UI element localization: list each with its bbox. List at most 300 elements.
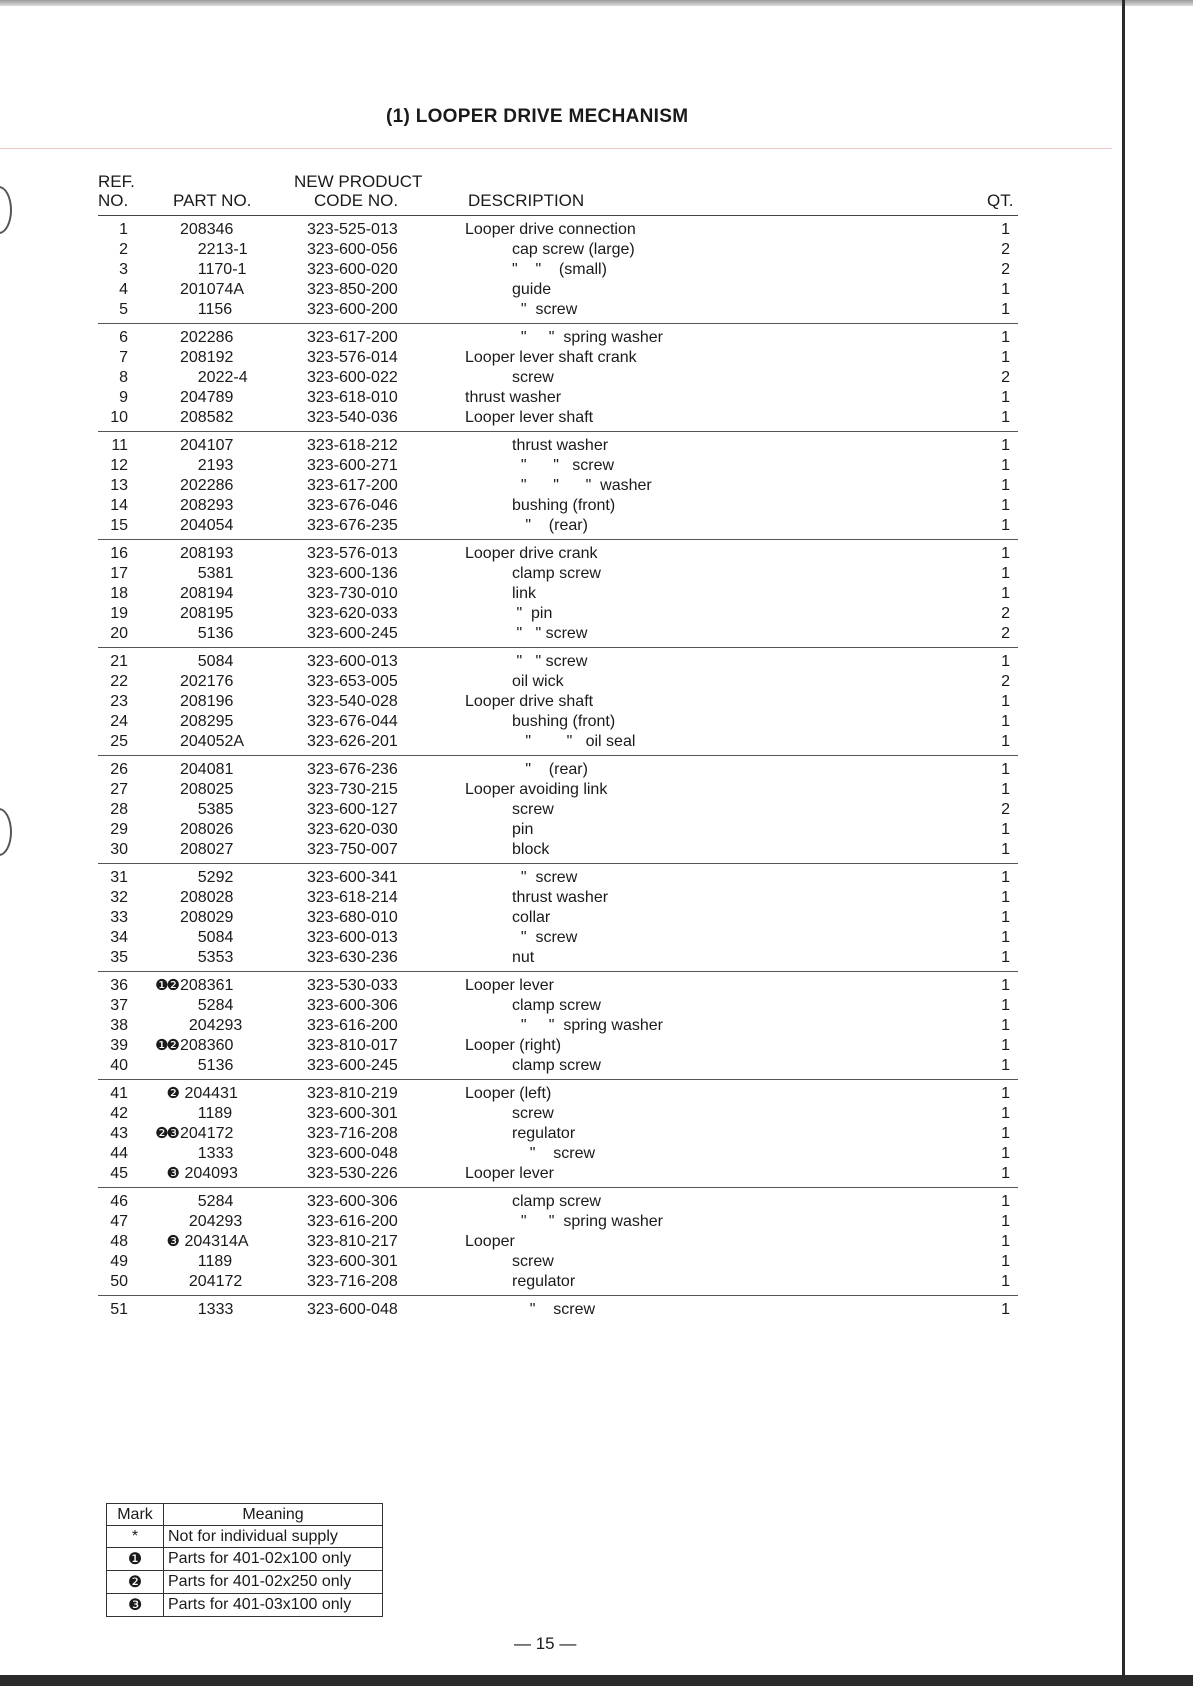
qty-cell: 2 bbox=[1001, 369, 1010, 386]
group-divider bbox=[0, 644, 1193, 652]
part-no-cell: 2022-4 bbox=[180, 369, 248, 386]
legend-meaning: Parts for 401-02x250 only bbox=[164, 1571, 383, 1594]
code-no-cell: 323-600-271 bbox=[307, 457, 398, 474]
description-cell: Looper avoiding link bbox=[465, 781, 608, 798]
part-no-cell: 5284 bbox=[180, 1193, 234, 1210]
table-row bbox=[0, 840, 1193, 860]
code-no-cell: 323-810-017 bbox=[307, 1037, 398, 1054]
ref-cell: 38 bbox=[110, 1017, 128, 1034]
ref-cell: 7 bbox=[119, 349, 128, 366]
code-no-cell: 323-716-208 bbox=[307, 1273, 398, 1290]
group-divider bbox=[0, 536, 1193, 544]
ref-cell: 48 bbox=[110, 1233, 128, 1250]
code-no-cell: 323-600-048 bbox=[307, 1145, 398, 1162]
qty-cell: 1 bbox=[1001, 1301, 1010, 1318]
ref-cell: 28 bbox=[110, 801, 128, 818]
description-cell: " " (small) bbox=[512, 261, 607, 278]
description-cell: " " spring washer bbox=[512, 1017, 663, 1034]
code-no-cell: 323-576-013 bbox=[307, 545, 398, 562]
header-part-no: PART NO. bbox=[173, 191, 252, 210]
description-cell: " " spring washer bbox=[512, 329, 663, 346]
legend-header-mark: Mark bbox=[107, 1504, 164, 1526]
part-no-cell: 5084 bbox=[180, 653, 234, 670]
qty-cell: 1 bbox=[1001, 437, 1010, 454]
ref-cell: 40 bbox=[110, 1057, 128, 1074]
parts-table bbox=[0, 220, 1193, 1320]
part-no-cell: 208194 bbox=[180, 585, 234, 602]
description-cell: " screw bbox=[512, 1145, 596, 1162]
qty-cell: 2 bbox=[1001, 625, 1010, 642]
code-no-cell: 323-626-201 bbox=[307, 733, 398, 750]
part-no-cell: 208028 bbox=[180, 889, 234, 906]
part-no-cell: 204054 bbox=[180, 517, 234, 534]
description-cell: " " " washer bbox=[512, 477, 652, 494]
description-cell: screw bbox=[512, 801, 554, 818]
table-row bbox=[0, 780, 1193, 800]
qty-cell: 1 bbox=[1001, 997, 1010, 1014]
table-row bbox=[0, 908, 1193, 928]
qty-cell: 1 bbox=[1001, 733, 1010, 750]
part-no-cell: 1333 bbox=[180, 1301, 234, 1318]
code-no-cell: 323-630-236 bbox=[307, 949, 398, 966]
part-no-cell: 204431 bbox=[180, 1085, 238, 1102]
ref-cell: 24 bbox=[110, 713, 128, 730]
table-row bbox=[0, 976, 1193, 996]
ref-cell: 50 bbox=[110, 1273, 128, 1290]
table-row bbox=[0, 888, 1193, 908]
description-cell: clamp screw bbox=[512, 1193, 601, 1210]
header-qty: QT. bbox=[987, 191, 1014, 210]
part-no-cell: 5385 bbox=[180, 801, 234, 818]
code-no-cell: 323-730-010 bbox=[307, 585, 398, 602]
table-row bbox=[0, 260, 1193, 280]
mark-cell: ❸ bbox=[166, 1233, 178, 1250]
group-divider bbox=[0, 1076, 1193, 1084]
qty-cell: 1 bbox=[1001, 1017, 1010, 1034]
table-row bbox=[0, 388, 1193, 408]
code-no-cell: 323-617-200 bbox=[307, 477, 398, 494]
qty-cell: 1 bbox=[1001, 517, 1010, 534]
part-no-cell: 204314A bbox=[180, 1233, 249, 1250]
table-row bbox=[0, 1104, 1193, 1124]
ref-cell: 9 bbox=[119, 389, 128, 406]
header-code-line1: NEW PRODUCT bbox=[294, 172, 423, 191]
scan-red-line bbox=[0, 148, 1112, 149]
qty-cell: 1 bbox=[1001, 497, 1010, 514]
code-no-cell: 323-530-226 bbox=[307, 1165, 398, 1182]
part-no-cell: 2193 bbox=[180, 457, 234, 474]
description-cell: " " screw bbox=[512, 625, 588, 642]
qty-cell: 2 bbox=[1001, 261, 1010, 278]
qty-cell: 1 bbox=[1001, 1145, 1010, 1162]
description-cell: thrust washer bbox=[512, 889, 609, 906]
page-title: (1) LOOPER DRIVE MECHANISM bbox=[386, 106, 689, 127]
code-no-cell: 323-676-046 bbox=[307, 497, 398, 514]
qty-cell: 2 bbox=[1001, 241, 1010, 258]
qty-cell: 1 bbox=[1001, 457, 1010, 474]
table-row bbox=[0, 496, 1193, 516]
part-no-cell: 202286 bbox=[180, 477, 234, 494]
qty-cell: 1 bbox=[1001, 1193, 1010, 1210]
legend-header-meaning: Meaning bbox=[164, 1504, 383, 1526]
part-no-cell: 5353 bbox=[180, 949, 234, 966]
part-no-cell: 5292 bbox=[180, 869, 234, 886]
part-no-cell: 208025 bbox=[180, 781, 234, 798]
table-row bbox=[0, 1192, 1193, 1212]
code-no-cell: 323-676-236 bbox=[307, 761, 398, 778]
qty-cell: 1 bbox=[1001, 1037, 1010, 1054]
code-no-cell: 323-600-245 bbox=[307, 1057, 398, 1074]
qty-cell: 1 bbox=[1001, 841, 1010, 858]
code-no-cell: 323-750-007 bbox=[307, 841, 398, 858]
part-no-cell: 204052A bbox=[180, 733, 245, 750]
code-no-cell: 323-618-214 bbox=[307, 889, 398, 906]
code-no-cell: 323-680-010 bbox=[307, 909, 398, 926]
ref-cell: 1 bbox=[119, 221, 128, 238]
table-row bbox=[0, 928, 1193, 948]
code-no-cell: 323-616-200 bbox=[307, 1017, 398, 1034]
mark-cell: ❷ bbox=[166, 1085, 178, 1102]
description-cell: regulator bbox=[512, 1273, 576, 1290]
code-no-cell: 323-525-013 bbox=[307, 221, 398, 238]
table-row bbox=[0, 948, 1193, 968]
legend-table bbox=[106, 1503, 383, 1617]
legend-row bbox=[107, 1548, 383, 1571]
qty-cell: 1 bbox=[1001, 221, 1010, 238]
code-no-cell: 323-618-010 bbox=[307, 389, 398, 406]
scan-top-edge bbox=[0, 0, 1193, 6]
description-cell: Looper drive connection bbox=[465, 221, 636, 238]
description-cell: " screw bbox=[512, 929, 578, 946]
description-cell: Looper lever shaft crank bbox=[465, 349, 637, 366]
ref-cell: 11 bbox=[111, 437, 128, 454]
qty-cell: 1 bbox=[1001, 869, 1010, 886]
legend-row bbox=[107, 1571, 383, 1594]
table-row bbox=[0, 1016, 1193, 1036]
description-cell: pin bbox=[512, 821, 534, 838]
part-no-cell: 5084 bbox=[180, 929, 234, 946]
part-no-cell: 5136 bbox=[180, 1057, 234, 1074]
code-no-cell: 323-600-022 bbox=[307, 369, 398, 386]
description-cell: regulator bbox=[512, 1125, 576, 1142]
code-no-cell: 323-540-036 bbox=[307, 409, 398, 426]
description-cell: " " screw bbox=[512, 653, 588, 670]
table-row bbox=[0, 1212, 1193, 1232]
part-no-cell: 204789 bbox=[180, 389, 234, 406]
code-no-cell: 323-653-005 bbox=[307, 673, 398, 690]
table-row bbox=[0, 1252, 1193, 1272]
code-no-cell: 323-716-208 bbox=[307, 1125, 398, 1142]
description-cell: bushing (front) bbox=[512, 497, 616, 514]
qty-cell: 1 bbox=[1001, 713, 1010, 730]
table-row bbox=[0, 624, 1193, 644]
description-cell: Looper (left) bbox=[465, 1085, 552, 1102]
ref-cell: 25 bbox=[110, 733, 128, 750]
qty-cell: 1 bbox=[1001, 349, 1010, 366]
table-row bbox=[0, 712, 1193, 732]
ref-cell: 46 bbox=[110, 1193, 128, 1210]
code-no-cell: 323-676-235 bbox=[307, 517, 398, 534]
legend-meaning: Parts for 401-02x100 only bbox=[164, 1548, 383, 1571]
qty-cell: 1 bbox=[1001, 1253, 1010, 1270]
part-no-cell: 201074A bbox=[180, 281, 245, 298]
mark-cell: ❶❷ bbox=[155, 977, 178, 994]
ref-cell: 30 bbox=[110, 841, 128, 858]
ref-cell: 47 bbox=[110, 1213, 128, 1230]
ref-cell: 18 bbox=[110, 585, 128, 602]
mark-cell: ❷❸ bbox=[155, 1125, 178, 1142]
description-cell: screw bbox=[512, 1253, 554, 1270]
code-no-cell: 323-600-020 bbox=[307, 261, 398, 278]
ref-cell: 6 bbox=[119, 329, 128, 346]
code-no-cell: 323-600-306 bbox=[307, 1193, 398, 1210]
legend-mark: ❷ bbox=[107, 1571, 164, 1594]
group-divider bbox=[0, 860, 1193, 868]
qty-cell: 1 bbox=[1001, 389, 1010, 406]
code-no-cell: 323-600-136 bbox=[307, 565, 398, 582]
ref-cell: 43 bbox=[110, 1125, 128, 1142]
table-row bbox=[0, 800, 1193, 820]
qty-cell: 1 bbox=[1001, 821, 1010, 838]
table-row bbox=[0, 1084, 1193, 1104]
part-no-cell: 204093 bbox=[180, 1165, 238, 1182]
description-cell: thrust washer bbox=[465, 389, 562, 406]
qty-cell: 1 bbox=[1001, 977, 1010, 994]
ref-cell: 5 bbox=[119, 301, 128, 318]
ref-cell: 37 bbox=[110, 997, 128, 1014]
part-no-cell: 1333 bbox=[180, 1145, 234, 1162]
description-cell: " " spring washer bbox=[512, 1213, 663, 1230]
description-cell: Looper lever bbox=[465, 1165, 554, 1182]
table-row bbox=[0, 1300, 1193, 1320]
table-row bbox=[0, 348, 1193, 368]
qty-cell: 1 bbox=[1001, 329, 1010, 346]
ref-cell: 15 bbox=[110, 517, 128, 534]
qty-cell: 1 bbox=[1001, 565, 1010, 582]
table-row bbox=[0, 516, 1193, 536]
code-no-cell: 323-730-215 bbox=[307, 781, 398, 798]
part-no-cell: 208027 bbox=[180, 841, 234, 858]
ref-cell: 19 bbox=[110, 605, 128, 622]
ref-cell: 33 bbox=[110, 909, 128, 926]
code-no-cell: 323-530-033 bbox=[307, 977, 398, 994]
ref-cell: 12 bbox=[110, 457, 128, 474]
part-no-cell: 202176 bbox=[180, 673, 234, 690]
table-row bbox=[0, 564, 1193, 584]
qty-cell: 1 bbox=[1001, 281, 1010, 298]
qty-cell: 1 bbox=[1001, 1057, 1010, 1074]
ref-cell: 21 bbox=[110, 653, 128, 670]
mark-cell: ❸ bbox=[166, 1165, 178, 1182]
part-no-cell: 208192 bbox=[180, 349, 234, 366]
ref-cell: 10 bbox=[110, 409, 128, 426]
qty-cell: 1 bbox=[1001, 909, 1010, 926]
code-no-cell: 323-810-217 bbox=[307, 1233, 398, 1250]
part-no-cell: 208029 bbox=[180, 909, 234, 926]
ref-cell: 45 bbox=[110, 1165, 128, 1182]
table-row bbox=[0, 368, 1193, 388]
part-no-cell: 208346 bbox=[180, 221, 234, 238]
ref-cell: 17 bbox=[110, 565, 128, 582]
legend-meaning: Not for individual supply bbox=[164, 1526, 383, 1548]
group-divider bbox=[0, 1184, 1193, 1192]
description-cell: " screw bbox=[512, 869, 578, 886]
table-row bbox=[0, 760, 1193, 780]
table-row bbox=[0, 672, 1193, 692]
group-divider bbox=[0, 752, 1193, 760]
group-divider bbox=[0, 1292, 1193, 1300]
ref-cell: 35 bbox=[110, 949, 128, 966]
table-row bbox=[0, 328, 1193, 348]
ref-cell: 22 bbox=[110, 673, 128, 690]
code-no-cell: 323-810-219 bbox=[307, 1085, 398, 1102]
legend-row bbox=[107, 1594, 383, 1617]
description-cell: " screw bbox=[512, 301, 578, 318]
description-cell: cap screw (large) bbox=[512, 241, 635, 258]
ref-cell: 23 bbox=[110, 693, 128, 710]
part-no-cell: 208193 bbox=[180, 545, 234, 562]
code-no-cell: 323-600-013 bbox=[307, 929, 398, 946]
description-cell: " pin bbox=[512, 605, 553, 622]
group-divider bbox=[0, 428, 1193, 436]
description-cell: screw bbox=[512, 1105, 554, 1122]
part-no-cell: 1189 bbox=[180, 1105, 233, 1122]
part-no-cell: 208026 bbox=[180, 821, 234, 838]
table-row bbox=[0, 868, 1193, 888]
header-ref-line2: NO. bbox=[98, 191, 129, 210]
ref-cell: 36 bbox=[110, 977, 128, 994]
code-no-cell: 323-600-200 bbox=[307, 301, 398, 318]
table-row bbox=[0, 240, 1193, 260]
code-no-cell: 323-600-301 bbox=[307, 1105, 398, 1122]
ref-cell: 27 bbox=[110, 781, 128, 798]
code-no-cell: 323-600-048 bbox=[307, 1301, 398, 1318]
qty-cell: 1 bbox=[1001, 1105, 1010, 1122]
ref-cell: 31 bbox=[110, 869, 128, 886]
description-cell: block bbox=[512, 841, 550, 858]
part-no-cell: 208293 bbox=[180, 497, 234, 514]
ref-cell: 39 bbox=[110, 1037, 128, 1054]
header-code-line2: CODE NO. bbox=[314, 191, 399, 210]
ref-cell: 32 bbox=[110, 889, 128, 906]
ref-cell: 29 bbox=[110, 821, 128, 838]
qty-cell: 1 bbox=[1001, 1085, 1010, 1102]
table-row bbox=[0, 584, 1193, 604]
part-no-cell: 208361 bbox=[180, 977, 234, 994]
part-no-cell: 208360 bbox=[180, 1037, 234, 1054]
table-row bbox=[0, 820, 1193, 840]
qty-cell: 1 bbox=[1001, 1165, 1010, 1182]
table-row bbox=[0, 1272, 1193, 1292]
table-row bbox=[0, 996, 1193, 1016]
ref-cell: 3 bbox=[119, 261, 128, 278]
code-no-cell: 323-600-056 bbox=[307, 241, 398, 258]
description-cell: nut bbox=[512, 949, 535, 966]
legend-meaning: Parts for 401-03x100 only bbox=[164, 1594, 383, 1617]
ref-cell: 8 bbox=[119, 369, 128, 386]
description-cell: " (rear) bbox=[512, 517, 588, 534]
qty-cell: 1 bbox=[1001, 761, 1010, 778]
qty-cell: 1 bbox=[1001, 889, 1010, 906]
table-row bbox=[0, 408, 1193, 428]
legend-header-row bbox=[107, 1504, 383, 1526]
part-no-cell: 208195 bbox=[180, 605, 234, 622]
part-no-cell: 204107 bbox=[180, 437, 234, 454]
table-row bbox=[0, 300, 1193, 320]
qty-cell: 1 bbox=[1001, 585, 1010, 602]
qty-cell: 1 bbox=[1001, 477, 1010, 494]
ref-cell: 14 bbox=[110, 497, 128, 514]
part-no-cell: 204081 bbox=[180, 761, 234, 778]
scan-bottom-edge bbox=[0, 1675, 1193, 1686]
ref-cell: 16 bbox=[110, 545, 128, 562]
group-divider bbox=[0, 320, 1193, 328]
table-row bbox=[0, 692, 1193, 712]
part-no-cell: 5136 bbox=[180, 625, 234, 642]
table-row bbox=[0, 220, 1193, 240]
description-cell: " " screw bbox=[512, 457, 615, 474]
table-row bbox=[0, 1124, 1193, 1144]
table-row bbox=[0, 652, 1193, 672]
code-no-cell: 323-600-013 bbox=[307, 653, 398, 670]
page-number: — 15 — bbox=[514, 1634, 577, 1653]
qty-cell: 1 bbox=[1001, 1125, 1010, 1142]
part-no-cell: 5284 bbox=[180, 997, 234, 1014]
table-row bbox=[0, 1036, 1193, 1056]
description-cell: guide bbox=[512, 281, 552, 298]
part-no-cell: 1156 bbox=[180, 301, 233, 318]
description-cell: " (rear) bbox=[512, 761, 588, 778]
table-row bbox=[0, 1056, 1193, 1076]
code-no-cell: 323-576-014 bbox=[307, 349, 398, 366]
table-row bbox=[0, 544, 1193, 564]
description-cell: Looper drive shaft bbox=[465, 693, 594, 710]
table-row bbox=[0, 732, 1193, 752]
description-cell: collar bbox=[512, 909, 551, 926]
legend-mark: ❶ bbox=[107, 1548, 164, 1571]
ref-cell: 42 bbox=[110, 1105, 128, 1122]
description-cell: link bbox=[512, 585, 537, 602]
code-no-cell: 323-600-245 bbox=[307, 625, 398, 642]
qty-cell: 1 bbox=[1001, 1233, 1010, 1250]
part-no-cell: 204172 bbox=[180, 1273, 243, 1290]
description-cell: thrust washer bbox=[512, 437, 609, 454]
ref-cell: 13 bbox=[110, 477, 128, 494]
qty-cell: 1 bbox=[1001, 653, 1010, 670]
table-row bbox=[0, 604, 1193, 624]
code-no-cell: 323-620-030 bbox=[307, 821, 398, 838]
legend-row bbox=[107, 1526, 383, 1548]
ref-cell: 44 bbox=[110, 1145, 128, 1162]
header-ref-line1: REF. bbox=[98, 172, 135, 191]
legend-mark: * bbox=[107, 1526, 164, 1548]
table-row bbox=[0, 1144, 1193, 1164]
table-row bbox=[0, 1232, 1193, 1252]
qty-cell: 1 bbox=[1001, 545, 1010, 562]
qty-cell: 2 bbox=[1001, 801, 1010, 818]
description-cell: Looper (right) bbox=[465, 1037, 562, 1054]
group-divider bbox=[0, 968, 1193, 976]
ref-cell: 2 bbox=[119, 241, 128, 258]
qty-cell: 1 bbox=[1001, 949, 1010, 966]
part-no-cell: 208295 bbox=[180, 713, 234, 730]
part-no-cell: 1189 bbox=[180, 1253, 233, 1270]
ref-cell: 20 bbox=[110, 625, 128, 642]
header-rule bbox=[98, 215, 1018, 216]
legend-mark: ❸ bbox=[107, 1594, 164, 1617]
part-no-cell: 204293 bbox=[180, 1017, 243, 1034]
qty-cell: 1 bbox=[1001, 301, 1010, 318]
